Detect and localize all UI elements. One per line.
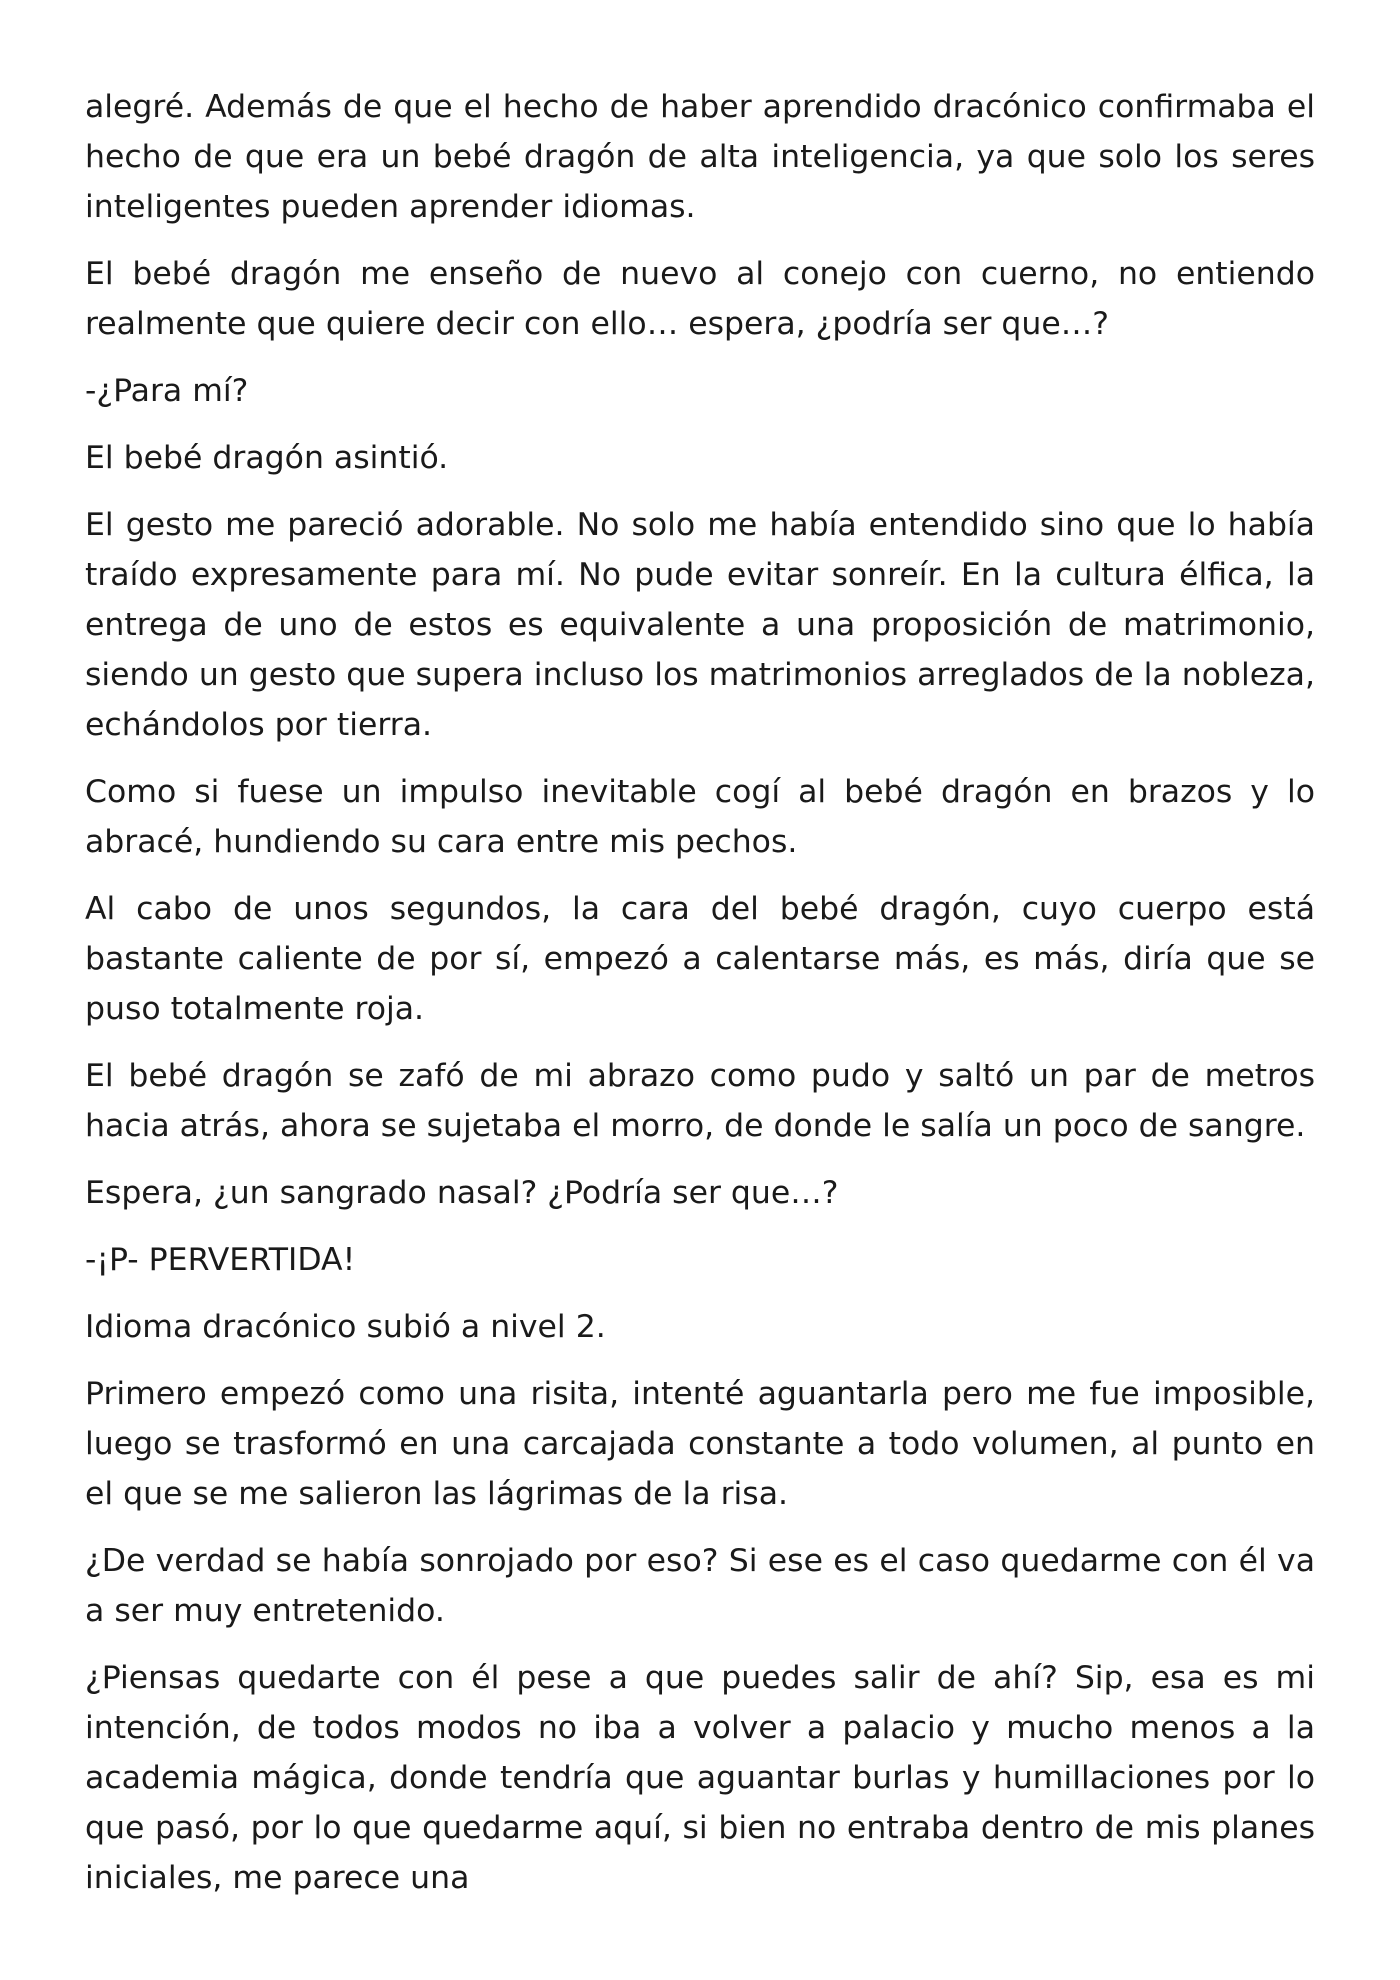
dialogue-line: -¿Para mí? [85, 373, 249, 409]
paragraph: Espera, ¿un sangrado nasal? ¿Podría ser que…? [85, 1175, 839, 1211]
paragraph: El bebé dragón se zafó de mi abrazo como pudo y saltó un par de metros hacia atrás, ahora se sujetaba el morro, de donde le salía un poco de sangre. [85, 1058, 1315, 1144]
dialogue-line: -¡P- PERVERTIDA! [85, 1242, 356, 1278]
paragraph: Al cabo de unos segundos, la cara del bebé dragón, cuyo cuerpo está bastante caliente de por sí, empezó a calentarse más, es más, diría que se puso totalmente roja. [85, 891, 1315, 1027]
paragraph: ¿Piensas quedarte con él pese a que puedes salir de ahí? Sip, esa es mi intención, de todos modos no iba a volver a palacio y mucho menos a la academia mágica, donde tendría que aguantar burlas y humillaciones por lo que pasó, por lo que quedarme aquí, si bien no entraba dentro de mis planes iniciales, me parece una [85, 1660, 1315, 1896]
body-text [85, 82, 1315, 1920]
paragraph: ¿De verdad se había sonrojado por eso? Si ese es el caso quedarme con él va a ser muy entretenido. [85, 1543, 1315, 1629]
paragraph: Primero empezó como una risita, intenté aguantarla pero me fue imposible, luego se trasformó en una carcajada constante a todo volumen, al punto en el que se me salieron las lágrimas de la risa. [85, 1376, 1315, 1512]
paragraph: alegré. Además de que el hecho de haber aprendido dracónico confirmaba el hecho de que era un bebé dragón de alta inteligencia, ya que solo los seres inteligentes pueden aprender idiomas. [85, 89, 1315, 225]
paragraph: El bebé dragón asintió. [85, 440, 449, 476]
paragraph: El gesto me pareció adorable. No solo me había entendido sino que lo había traído expresamente para mí. No pude evitar sonreír. En la cultura élfica, la entrega de uno de estos es equivalente a una proposición de matrimonio, siendo un gesto que supera incluso los matrimonios arreglados de la nobleza, echándolos por tierra. [85, 507, 1315, 743]
paragraph: Como si fuese un impulso inevitable cogí al bebé dragón en brazos y lo abracé, hundiendo su cara entre mis pechos. [85, 774, 1315, 860]
system-message: Idioma dracónico subió a nivel 2. [85, 1309, 606, 1345]
paragraph: El bebé dragón me enseño de nuevo al conejo con cuerno, no entiendo realmente que quiere decir con ello… espera, ¿podría ser que…? [85, 256, 1315, 342]
